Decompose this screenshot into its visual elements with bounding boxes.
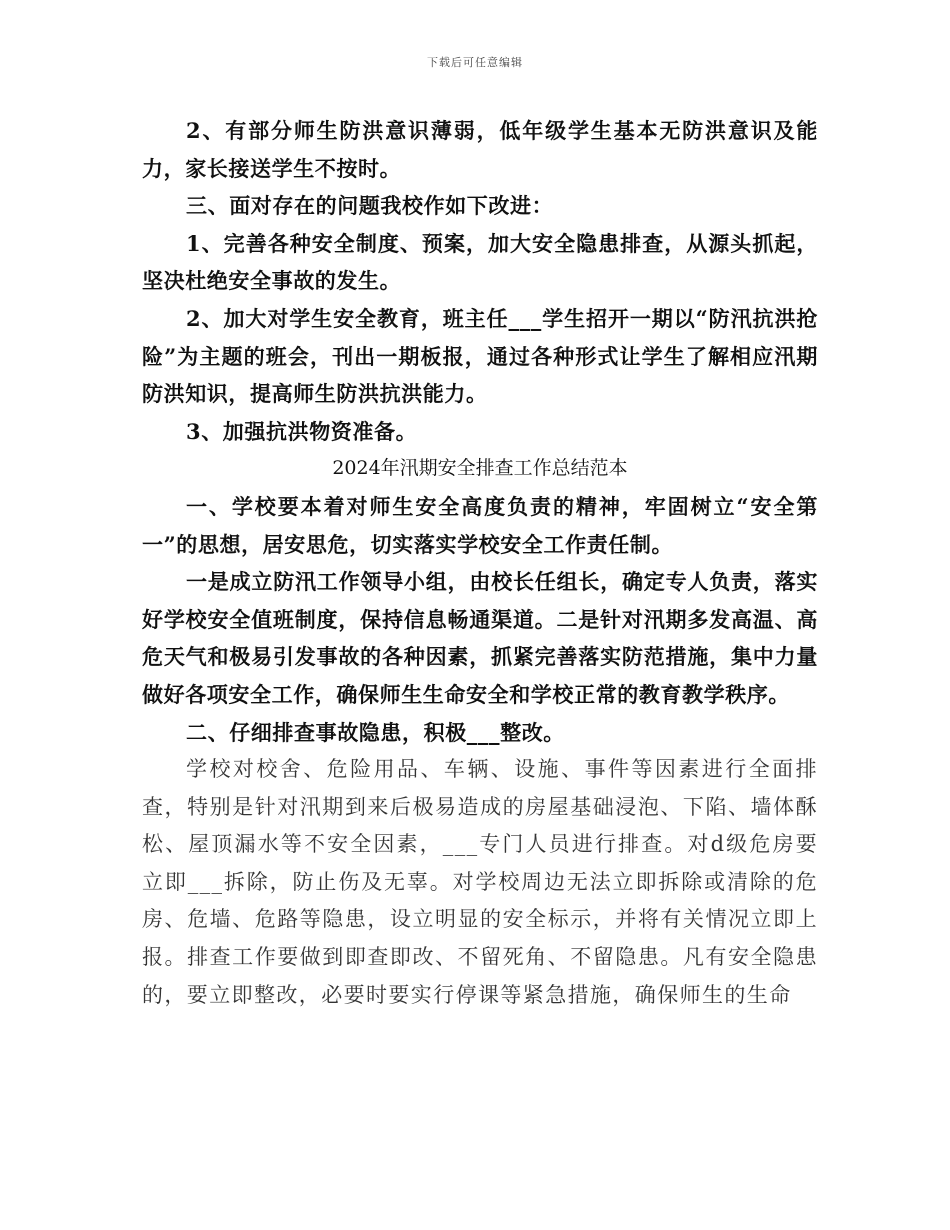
paragraph-supplies: 3、加强抗洪物资准备。 [186, 418, 418, 444]
header-note: 下载后可任意编辑 [427, 56, 523, 69]
paragraph-hazard-heading: 二、仔细排查事故隐患，积极___整改。 [186, 719, 565, 745]
paragraph-safety-systems: 1、完善各种安全制度、预案，加大安全隐患排查，从源头抓起，坚决杜绝安全事故的发生。 [142, 230, 818, 294]
paragraph-parent-awareness: 2、有部分师生防洪意识薄弱，低年级学生基本无防洪意识及能力，家长接送学生不按时。 [142, 118, 818, 181]
paragraph-leadership-group: 一是成立防汛工作领导小组，由校长任组长，确定专人负责，落实好学校安全值班制度，保持信息畅通渠道。二是针对汛期多发高温、高危天气和极易引发事故的各种因素，抓紧完善落实防范措施，集中力量做好各项安全工作，确保师生生命安全和学校正常的教育教学秩序。 [142, 569, 818, 707]
document-body [142, 112, 818, 1014]
paragraph-improvements-heading: 三、面对存在的问题我校作如下改进： [186, 193, 554, 219]
document-title: 2024年汛期安全排查工作总结范本 [332, 457, 628, 480]
paragraph-safety-education: 2、加大对学生安全教育，班主任___学生招开一期以“防汛抗洪抢险”为主题的班会，刊出一期板报，通过各种形式让学生了解相应汛期防洪知识，提高师生防洪抗洪能力。 [142, 305, 818, 407]
paragraph-responsibility: 一、学校要本着对师生安全高度负责的精神，牢固树立“安全第一”的思想，居安思危，切实落实学校安全工作责任制。 [142, 493, 818, 557]
paragraph-hazard-inspection: 学校对校舍、危险用品、车辆、设施、事件等因素进行全面排查，特别是针对汛期到来后极易造成的房屋基础浸泡、下陷、墙体酥松、屋顶漏水等不安全因素，___专门人员进行排查。对d级危房要立即___拆除，防止伤及无辜。对学校周边无法立即拆除或清除的危房、危墙、危路等隐患，设立明显的安全标示，并将有关情况立即上报。排查工作要做到即查即改、不留死角、不留隐患。凡有安全隐患的，要立即整改，必要时要实行停课等紧急措施，确保师生的生命 [142, 757, 818, 1007]
